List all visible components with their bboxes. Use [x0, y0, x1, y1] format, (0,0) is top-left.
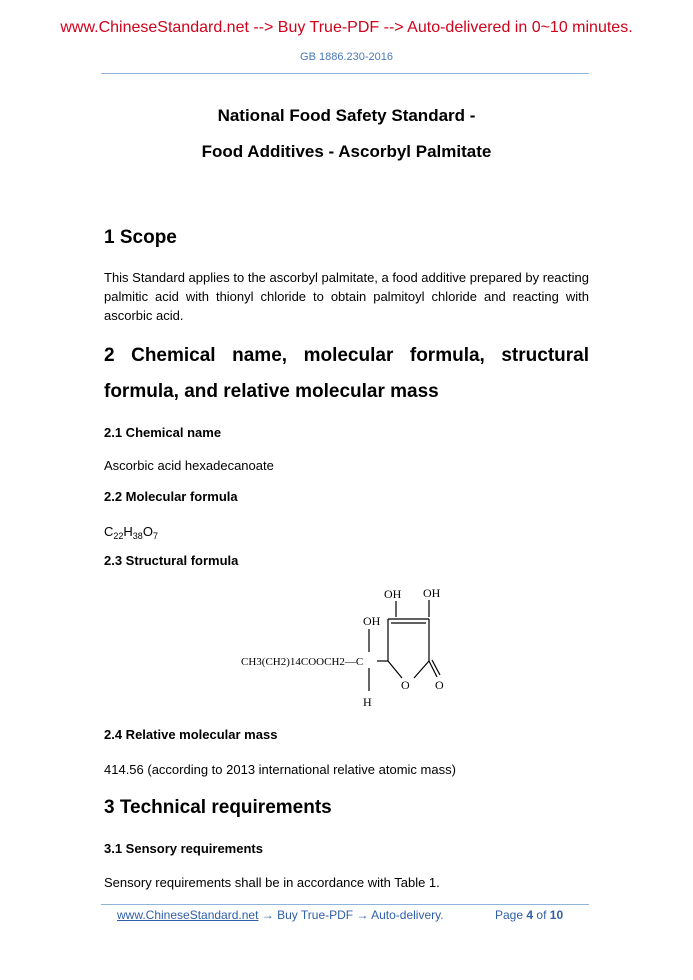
ring-oxygen-label: O [401, 678, 410, 692]
heading-word: formula, [409, 345, 485, 366]
carbonyl-oxygen-label: O [435, 678, 444, 692]
subsection-2-4-heading: 2.4 Relative molecular mass [104, 727, 278, 742]
footer-text: → Buy True-PDF → Auto-delivery. [258, 908, 444, 922]
page-current: 4 [526, 908, 534, 922]
subsection-2-1-heading: 2.1 Chemical name [104, 425, 222, 440]
formula-c-count: 22 [113, 531, 124, 541]
oh-top-left-label: OH [384, 587, 402, 601]
hydrogen-label: H [363, 695, 372, 709]
molecular-mass-value: 414.56 (according to 2013 international relative atomic mass) [104, 762, 456, 777]
sensory-requirements-text: Sensory requirements shall be in accordance with Table 1. [104, 875, 440, 890]
section-2-heading-line-2: formula, and relative molecular mass [104, 381, 439, 402]
heading-word: name, [232, 345, 288, 366]
heading-word: Chemical [131, 345, 216, 366]
subsection-2-2-heading: 2.2 Molecular formula [104, 489, 238, 504]
standard-code: GB 1886.230-2016 [300, 51, 393, 63]
header-divider [101, 73, 589, 74]
scope-paragraph: This Standard applies to the ascorbyl palmitate, a food additive prepared by reacting palmitic acid with thionyl chloride to obtain palmitoyl chloride and reacting with ascorbic acid. [104, 270, 589, 323]
section-1-heading: 1 Scope [104, 227, 177, 248]
oh-mid-label: OH [363, 614, 381, 628]
formula-h-count: 38 [132, 531, 143, 541]
section-2-heading-line-1 [104, 345, 589, 367]
heading-word: 2 [104, 345, 115, 366]
page-label: Page [495, 908, 524, 922]
formula-c: C [104, 524, 114, 539]
heading-word: molecular [303, 345, 394, 366]
oh-top-right-label: OH [423, 586, 441, 600]
heading-word: structural [501, 345, 589, 366]
page-of: of [536, 908, 547, 922]
page-indicator [495, 908, 563, 922]
formula-o: O [142, 524, 153, 539]
section-3-heading: 3 Technical requirements [104, 797, 332, 818]
page-footer [101, 908, 589, 922]
formula-o-count: 7 [152, 531, 158, 541]
page-total: 10 [549, 908, 564, 922]
document-title-line-1: National Food Safety Standard - [217, 106, 476, 125]
subsection-2-3-heading: 2.3 Structural formula [104, 553, 239, 568]
molecular-formula [104, 522, 589, 546]
document-title-line-2: Food Additives - Ascorbyl Palmitate [201, 142, 492, 161]
header-banner[interactable]: www.ChineseStandard.net --> Buy True-PDF --> Auto-delivered in 0~10 minutes. [60, 19, 633, 36]
side-chain-label: CH3(CH2)14COOCH2—C [241, 656, 364, 668]
structural-formula [236, 581, 466, 716]
chemical-name-value: Ascorbic acid hexadecanoate [104, 458, 274, 473]
footer-link[interactable]: www.ChineseStandard.net [117, 908, 259, 922]
footer-divider [101, 904, 589, 905]
subsection-3-1-heading: 3.1 Sensory requirements [104, 841, 263, 856]
formula-h: H [123, 524, 133, 539]
